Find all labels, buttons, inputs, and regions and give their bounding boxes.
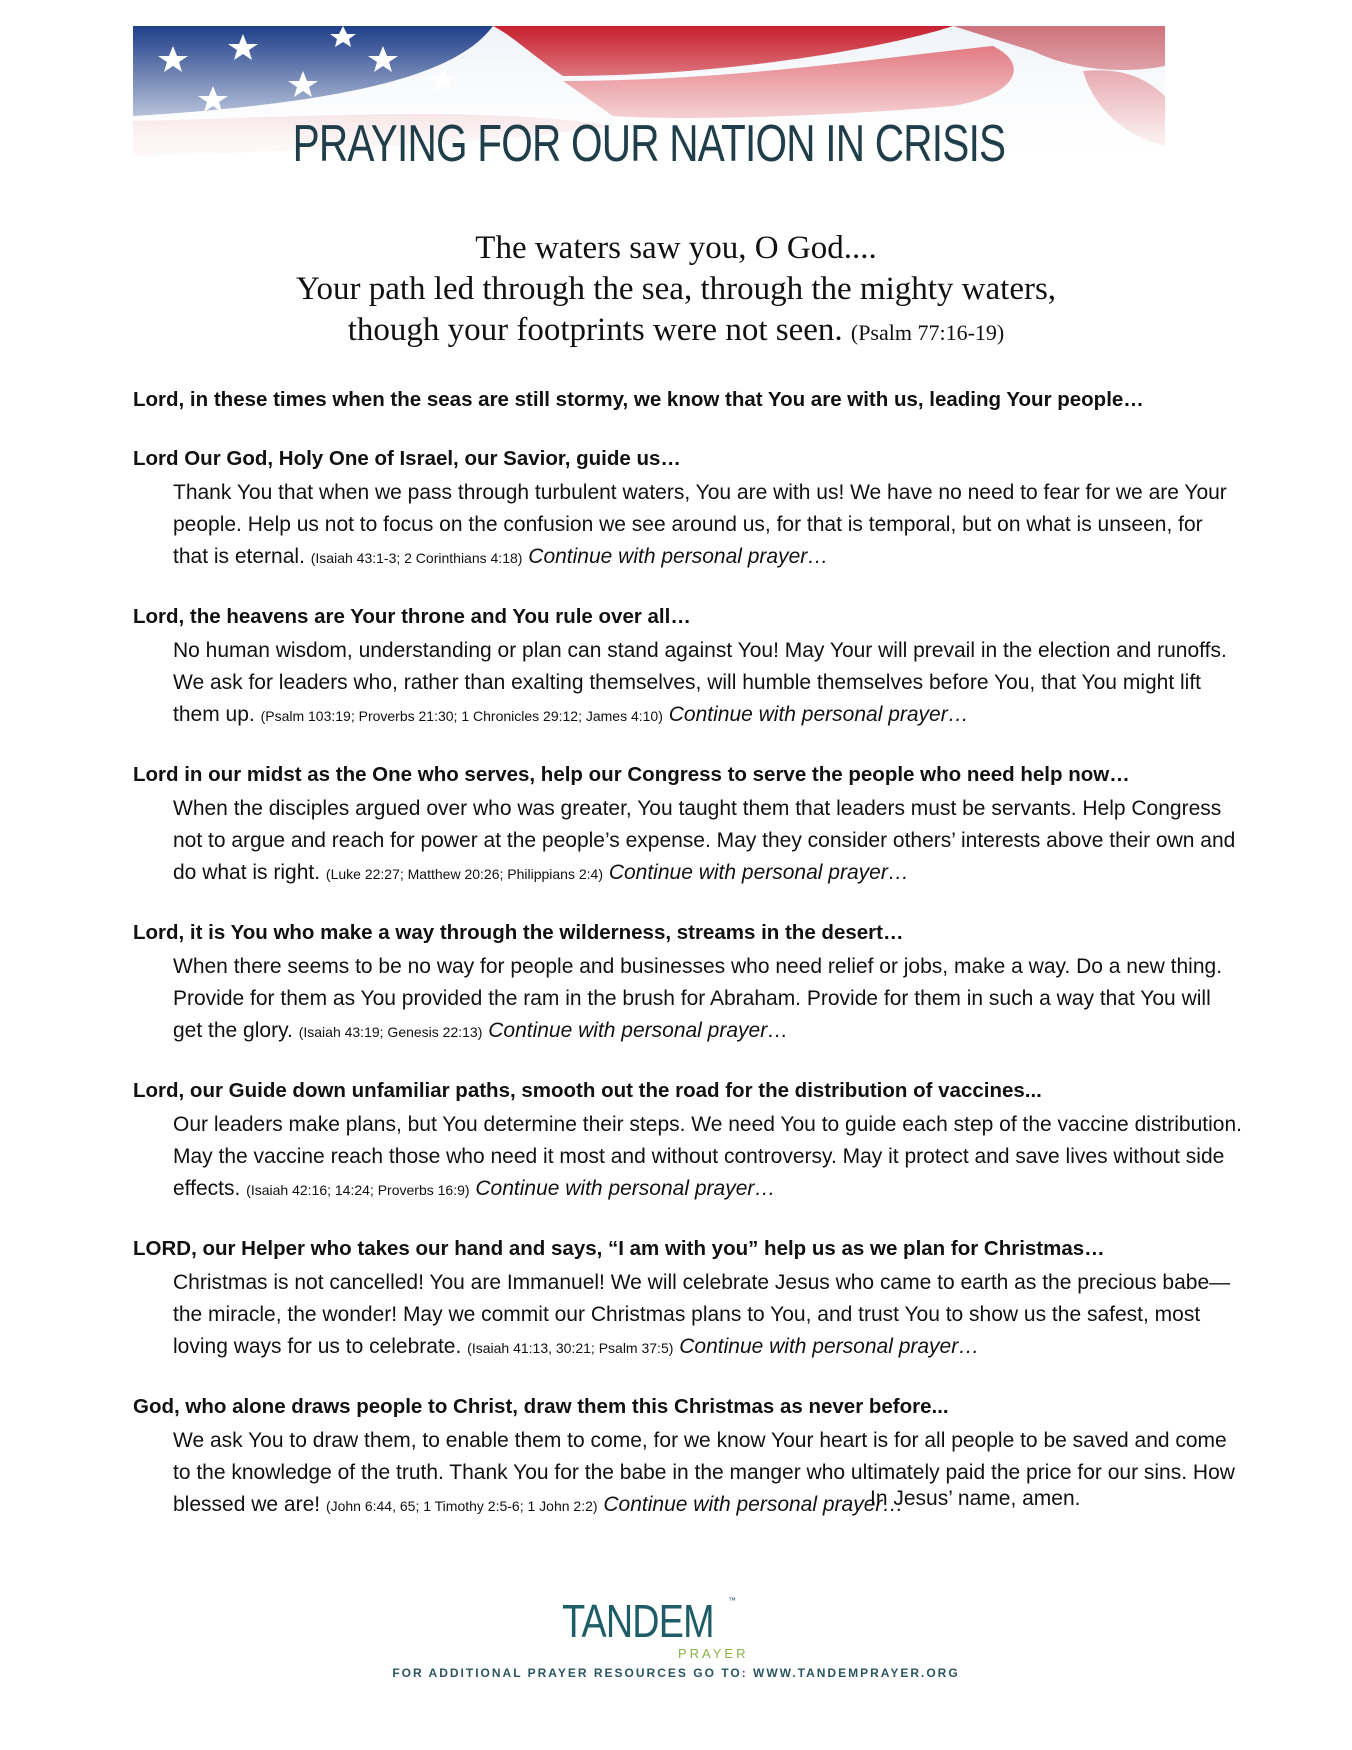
prayer-text: Thank You that when we pass through turbulent waters, You are with us! We have no need to fear for we are Your people. Help us not to focus on the confusion we see around us, for that is temporal, but on what is unseen, for that is eternal.: [173, 481, 1227, 568]
scripture-citation: (Isaiah 41:13, 30:21; Psalm 37:5): [467, 1340, 674, 1356]
prayer-body: [173, 1267, 1243, 1364]
continue-prompt: Continue with personal prayer…: [668, 703, 969, 726]
continue-prompt: Continue with personal prayer…: [488, 1019, 789, 1042]
prayer-body: [173, 635, 1243, 732]
flag-banner: [133, 26, 1165, 176]
scripture-citation: (Psalm 103:19; Proverbs 21:30; 1 Chronicles 29:12; James 4:10): [260, 708, 663, 724]
tandem-prayer-logo[interactable]: [560, 1594, 760, 1674]
prayer-heading: Lord Our God, Holy One of Israel, our Savior, guide us…: [133, 447, 681, 470]
prayer-heading: Lord, our Guide down unfamiliar paths, smooth out the road for the distribution of vaccines...: [133, 1079, 1042, 1102]
prayer-text: We ask You to draw them, to enable them to come, for we know Your heart is for all people to be saved and come to the knowledge of the truth. Thank You for the babe in the manger who ultimately paid the price for our sins. How blessed we are!: [173, 1429, 1235, 1516]
banner-title: PRAYING FOR OUR NATION IN CRISIS: [292, 115, 1006, 173]
prayer-heading: Lord, it is You who make a way through the wilderness, streams in the desert…: [133, 921, 904, 944]
prayer-heading: Lord, the heavens are Your throne and You rule over all…: [133, 605, 691, 628]
continue-prompt: Continue with personal prayer…: [679, 1335, 980, 1358]
logo-subtitle: PRAYER: [678, 1646, 749, 1661]
prayer-section: [133, 1078, 1243, 1206]
continue-prompt: Continue with personal prayer…: [603, 1493, 904, 1516]
prayer-body: [173, 951, 1243, 1048]
prayer-heading: LORD, our Helper who takes our hand and says, “I am with you” help us as we plan for Christmas…: [133, 1237, 1105, 1260]
prayer-body: [173, 1425, 1243, 1522]
verse-line-1: The waters saw you, O God....: [475, 230, 877, 266]
verse-line-3: [0, 310, 1352, 353]
prayer-section: [133, 604, 1243, 732]
prayer-section: [133, 762, 1243, 890]
scripture-citation: (Isaiah 42:16; 14:24; Proverbs 16:9): [246, 1182, 470, 1198]
prayer-text: No human wisdom, understanding or plan can stand against You! May Your will prevail in the election and runoffs. We ask for leaders who, rather than exalting themselves, will humble themselves before You, that You might lift them up.: [173, 639, 1227, 726]
continue-prompt: Continue with personal prayer…: [528, 545, 829, 568]
prayer-section: [133, 920, 1243, 1048]
prayer-text: Our leaders make plans, but You determine their steps. We need You to guide each step of the vaccine distribution. May the vaccine reach those who need it most and without controversy. May it protect and save lives without side effects.: [173, 1113, 1242, 1200]
scripture-citation: (Isaiah 43:1-3; 2 Corinthians 4:18): [310, 550, 523, 566]
verse-line-3-text: though your footprints were not seen.: [347, 312, 843, 348]
scripture-citation: (Luke 22:27; Matthew 20:26; Philippians 2:4): [325, 866, 603, 882]
psalm-verse: [0, 228, 1352, 353]
prayer-body: [173, 1109, 1243, 1206]
prayer-text: When the disciples argued over who was greater, You taught them that leaders must be servants. Help Congress not to argue and reach for power at the people’s expense. May they consider others’ interests above their own and do what is right.: [173, 797, 1236, 884]
prayer-text: When there seems to be no way for people and businesses who need relief or jobs, make a way. Do a new thing. Provide for them as You provided the ram in the brush for Abraham. Provide for them in such a way that You will get the glory.: [173, 955, 1223, 1042]
continue-prompt: Continue with personal prayer…: [475, 1177, 776, 1200]
logo-wordmark: TANDEM: [562, 1595, 714, 1647]
prayer-list: [133, 388, 1243, 1552]
verse-reference: (Psalm 77:16-19): [850, 320, 1005, 345]
verse-line-2: Your path led through the sea, through the mighty waters,: [295, 271, 1057, 307]
trademark-symbol: ™: [728, 1596, 736, 1605]
prayer-heading: Lord in our midst as the One who serves, help our Congress to serve the people who need help now…: [133, 763, 1130, 786]
closing-amen: In Jesus’ name, amen.: [870, 1487, 1081, 1510]
scripture-citation: (John 6:44, 65; 1 Timothy 2:5-6; 1 John 2:2): [325, 1498, 598, 1514]
footer-resources[interactable]: FOR ADDITIONAL PRAYER RESOURCES GO TO: WWW.TANDEMPRAYER.ORG: [392, 1666, 960, 1680]
prayer-body: [173, 793, 1243, 890]
prayer-text: Christmas is not cancelled! You are Immanuel! We will celebrate Jesus who came to earth as the precious babe— the miracle, the wonder! May we commit our Christmas plans to You, and trust You to show us the safest, most loving ways for us to celebrate.: [173, 1271, 1231, 1358]
prayer-section: [133, 446, 1243, 574]
prayer-body: [173, 477, 1243, 574]
scripture-citation: (Isaiah 43:19; Genesis 22:13): [298, 1024, 483, 1040]
prayer-heading: God, who alone draws people to Christ, draw them this Christmas as never before...: [133, 1395, 949, 1418]
continue-prompt: Continue with personal prayer…: [608, 861, 909, 884]
intro-prayer: Lord, in these times when the seas are still stormy, we know that You are with us, leading Your people…: [133, 388, 1144, 411]
prayer-section: [133, 1236, 1243, 1364]
